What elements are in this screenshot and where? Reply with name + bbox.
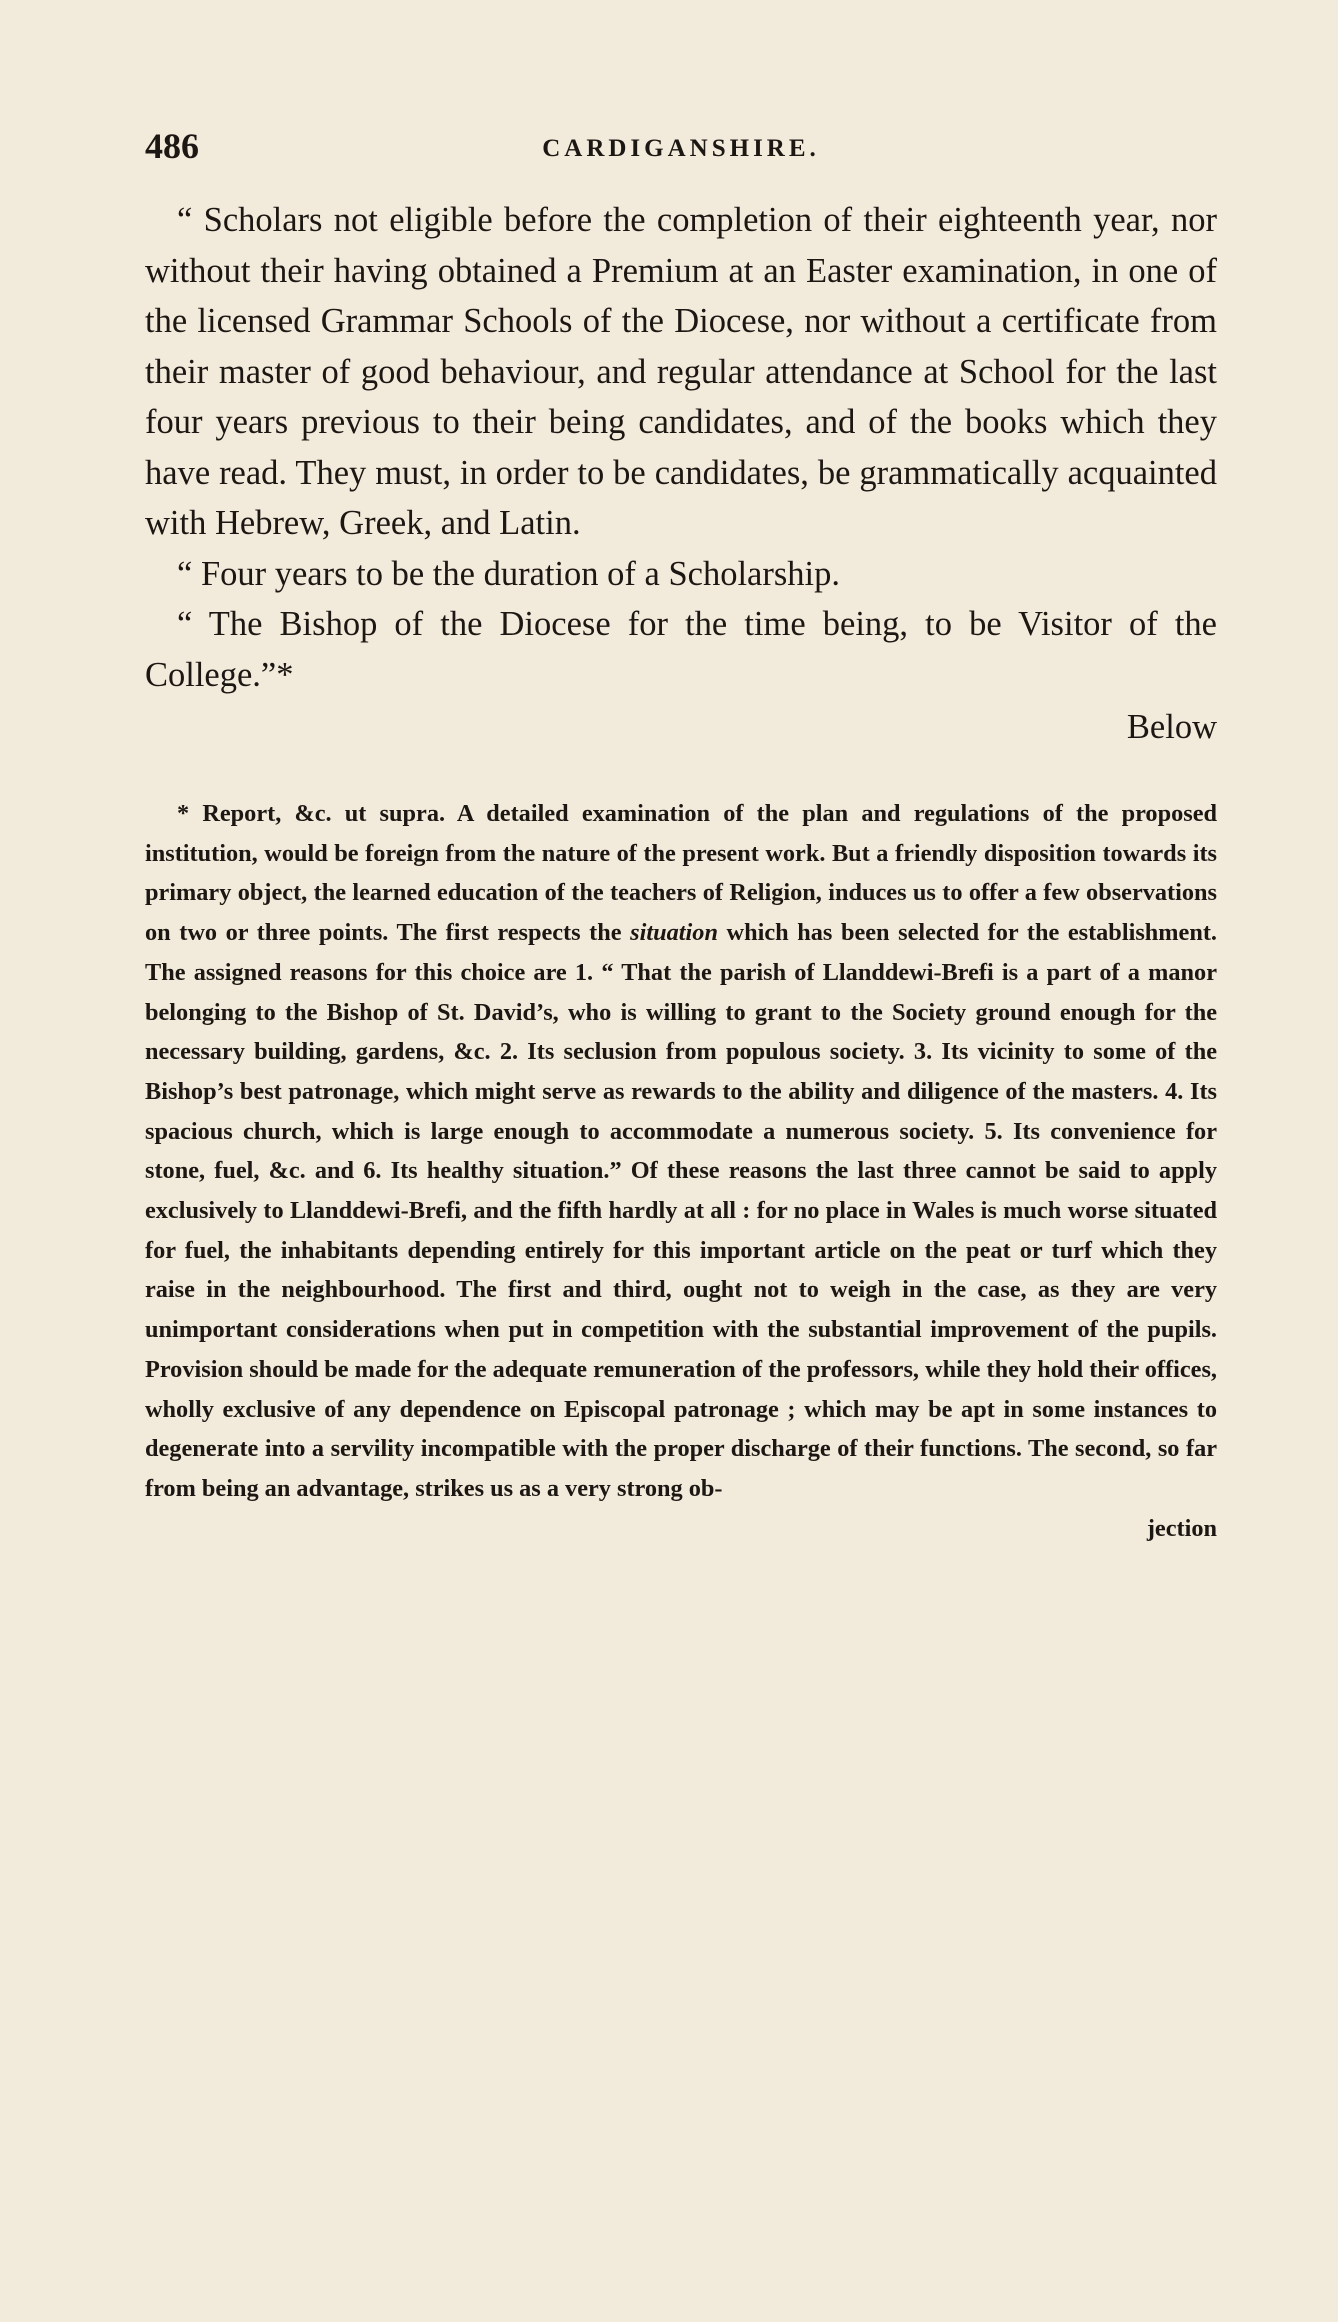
footnote — [145, 794, 1217, 1509]
catchword: Below — [1126, 708, 1217, 746]
paragraph-visitor: “ The Bishop of the Diocese for the time being, to be Visitor of the College.”* — [145, 605, 1217, 694]
footnote-text-start: * Report, &c. ut supra. A detailed examination of the plan and regulations of the proposed institution, would be foreign from the nature of the present work. But a friendly disposition towards its primary object, the learned education of the teachers of Religion, induces us to offer a few observations on two or three points. The first respects the — [145, 800, 1217, 947]
running-title: CARDIGANSHIRE. — [542, 135, 820, 162]
footnote-text-end: which has been selected for the establishment. The assigned reasons for this choice are 1. “ That the parish of Llanddewi-Brefi is a part of a manor belonging to the Bishop of St. David’s, who is willing to grant to the Society ground enough for the necessary building, gardens, &c. 2. Its seclusion from populous society. 3. Its vicinity to some of the Bishop’s best patronage, which might serve as rewards to the ability and diligence of the masters. 4. Its spacious church, which is large enough to accommodate a numerous society. 5. Its convenience for stone, fuel, &c. and 6. Its healthy situation.” Of these reasons the last three cannot be said to apply exclusively to Llanddewi-Brefi, and the fifth hardly at all : for no place in Wales is much worse situated for fuel, the inhabitants depending entirely for this important article on the peat or turf which they raise in the neighbourhood. The first and third, ought not to weigh in the case, as they are very unimportant considerations when put in competition with the substantial improvement of the pupils. Provision should be made for the adequate remuneration of the professors, while they hold their offices, wholly exclusive of any dependence on Episcopal patronage ; which may be apt in some instances to degenerate into a servility incompatible with the proper discharge of their functions. The second, so far from being an advantage, strikes us as a very strong ob- — [145, 919, 1217, 1502]
paragraph-scholars: “ Scholars not eligible before the completion of their eighteenth year, nor without their having obtained a Premium at an Easter examination, in one of the licensed Grammar Schools of the Diocese, nor without a certificate from their master of good behaviour, and regular attendance at School for the last four years previous to their being candidates, and of the books which they have read. They must, in order to be candidates, be grammatically acquainted with Hebrew, Greek, and Latin. — [145, 201, 1217, 542]
main-text — [145, 195, 1217, 700]
paragraph-scholarship-duration: “ Four years to be the duration of a Scholarship. — [177, 554, 840, 593]
running-head — [145, 125, 1217, 181]
footnote-catchword: jection — [1146, 1514, 1217, 1542]
book-page — [145, 125, 1217, 1548]
page-number: 486 — [145, 126, 199, 166]
footnote-italic-word: situation — [630, 919, 718, 947]
